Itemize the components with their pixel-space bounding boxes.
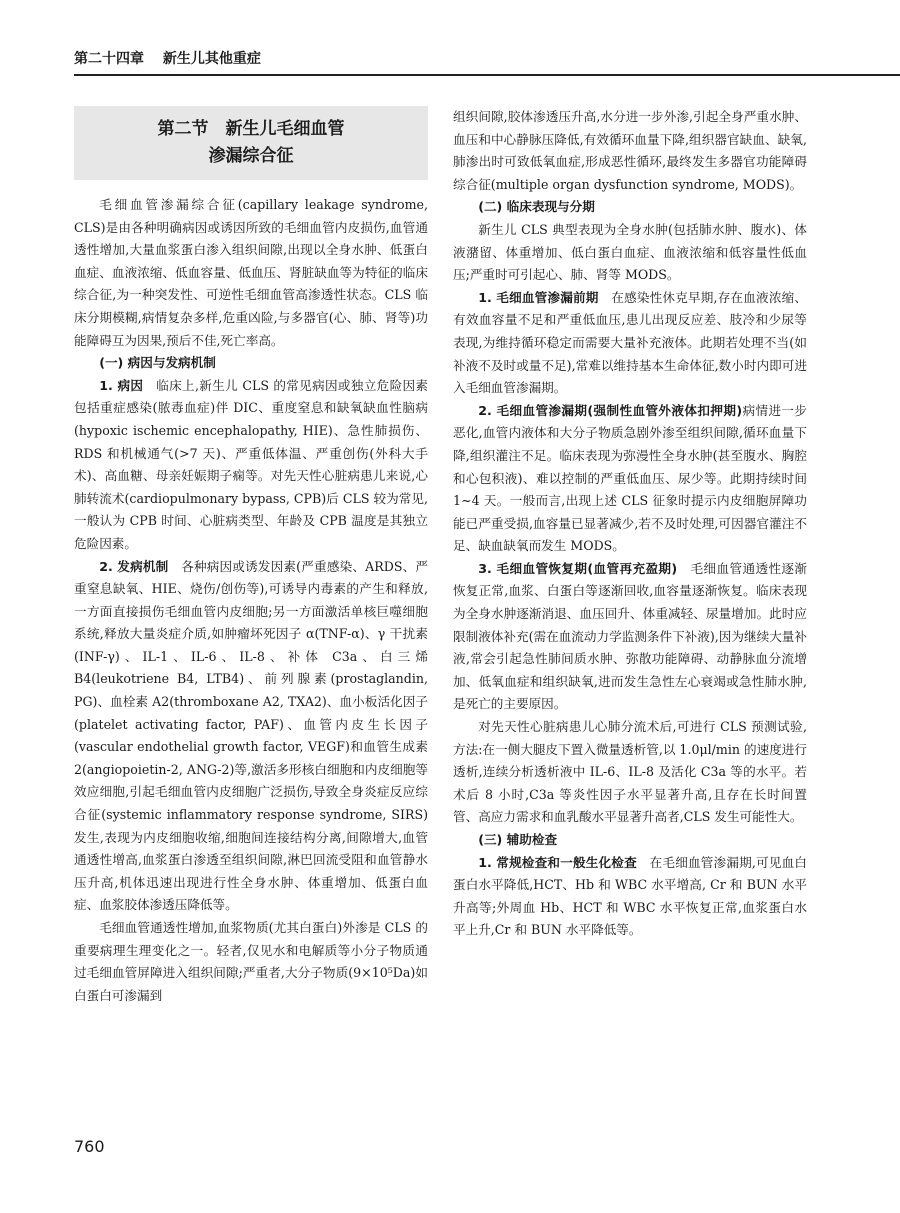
stage3-paragraph: [453, 558, 807, 716]
left-column: [74, 106, 428, 1007]
header-rule: [74, 74, 900, 76]
stage1-paragraph: [453, 287, 807, 400]
intro-paragraph: 毛细血管渗漏综合征(capillary leakage syndrome, CLS)是由各种明确病因或诱因所致的毛细血管内皮损伤,血管通透性增加,大量血浆蛋白渗入组织间隙,出现以全身水肿、低蛋白血症、血液浓缩、低血容量、低血压、肾脏缺血等为特征的临床综合征,为一种突发性、可逆性毛细血管高渗透性状态。CLS 临床分期模糊,病情复杂多样,危重凶险,与多器官(心、肺、肾等)功能障碍互为因果,预后不佳,死亡率高。: [74, 197, 428, 348]
page-number: 760: [74, 1137, 105, 1156]
etiology-text: 临床上,新生儿 CLS 的常见病因或独立危险因素包括重症感染(脓毒血症)伴 DIC、重度窒息和缺氧缺血性脑病(hypoxic ischemic encephalopathy, HIE)、急性肺损伤、RDS 和机械通气(>7 天)、严重低体温、严重创伤(外科大手术)、高血糖、母亲妊娠期子痫等。对先天性心脏病患儿来说,心肺转流术(cardiopulmonary bypass, CPB)后 CLS 较为常见,一般认为 CPB 时间、心脏病类型、年龄及 CPB 温度是其独立危险因素。: [74, 377, 428, 551]
permeability-paragraph: 毛细血管通透性增加,血浆物质(尤其白蛋白)外渗是 CLS 的重要病理生理变化之一。轻者,仅见水和电解质等小分子物质通过毛细血管屏障进入组织间隙;严重者,大分子物质(9×10⁵Da)如白蛋白可渗漏到: [74, 920, 428, 1003]
mechanism-lead: 2. 发病机制: [99, 558, 169, 574]
etiology-lead: 1. 病因: [99, 377, 144, 393]
running-header: [74, 48, 275, 68]
stage2-paragraph: [453, 400, 807, 558]
stage1-lead: 1. 毛细血管渗漏前期: [478, 289, 599, 305]
stage3-lead: 3. 毛细血管恢复期(血管再充盈期): [478, 560, 678, 576]
section-title: [74, 106, 428, 180]
auxiliary-text: 在毛细血管渗漏期,可见血白蛋白水平降低,HCT、Hb 和 WBC 水平增高, Cr 和 BUN 水平升高等;外周血 Hb、HCT 和 WBC 水平恢复正常,血浆蛋白水平上升,Cr 和 BUN 水平降低等。: [453, 854, 807, 938]
heading-auxiliary: (三) 辅助检查: [478, 832, 558, 847]
stage2-text: 病情进一步恶化,血管内液体和大分子物质急剧外渗至组织间隙,循环血量下降,组织灌注不足。临床表现为弥漫性全身水肿(甚至腹水、胸腔和心包积液)、难以控制的严重低血压、尿少等。此期持续时间 1~4 天。一般而言,出现上述 CLS 征象时提示内皮细胞屏障功能已严重受损,血容量已显著减少,若不及时处理,可因器官灌注不足、缺血缺氧而发生 MODS。: [453, 402, 808, 554]
auxiliary-paragraph: [453, 852, 807, 942]
heading-clinical: (二) 临床表现与分期: [478, 199, 595, 215]
mechanism-paragraph: [74, 556, 428, 918]
right-column: [453, 106, 807, 942]
stage3-text: 毛细血管通透性逐渐恢复正常,血浆、白蛋白等逐渐回收,血容量逐渐恢复。临床表现为全身水肿逐渐消退、血压回升、体重减轻、尿量增加。此时应限制液体补充(需在血流动力学监测条件下补液),因为继续大量补液,常会引起急性肺间质水肿、弥散功能障碍、动静脉血分流增加、低氧血症和组织缺氧,进而发生急性左心衰竭或急性肺水肿,是死亡的主要原因。: [453, 560, 807, 712]
mechanism-text: 各种病因或诱发因素(严重感染、ARDS、严重窒息缺氧、HIE、烧伤/创伤等),可诱导内毒素的产生和释放,一方面直接损伤毛细血管内皮细胞;另一方面激活单核巨噬细胞系统,释放大量炎症介质,如肿瘤坏死因子 α(TNF-α)、γ 干扰素(INF-γ)、IL-1、IL-6、IL-8、补体 C3a、白三烯 B4(leukotriene B4, LTB4)、前列腺素(prostaglandin, PG)、血栓素 A2(thromboxane A2, TXA2)、血小板活化因子(platelet activating factor, PAF)、血管内皮生长因子(vascular endothelial growth factor, VEGF)和血管生成素 2(angiopoietin-2, ANG-2)等,激活多形核白细胞和内皮细胞等效应细胞,引起毛细血管内皮细胞广泛损伤,导致全身炎症反应综合征(systemic inflammatory response syndrome, SIRS)发生,表现为内皮细胞收缩,细胞间连接结构分离,间隙增大,血管通透性增高,血浆蛋白渗透至组织间隙,淋巴回流受阻和血管静水压升高,机体迅速出现进行性全身水肿、体重增加、低蛋白血症、血浆胶体渗透压降低等。: [74, 558, 428, 913]
stage1-text: 在感染性休克早期,存在血液浓缩、有效血容量不足和严重低血压,患儿出现反应差、肢冷和少尿等表现,为维持循环稳定而需要大量补充液体。此期若处理不当(如补液不及时或量不足),常难以维持基本生命体征,数小时内即可进入毛细血管渗漏期。: [453, 289, 807, 396]
section-title-line-1: 第二节 新生儿毛细血管: [157, 119, 345, 139]
prediction-test-paragraph: 对先天性心脏病患儿心肺分流术后,可进行 CLS 预测试验,方法:在一侧大腿皮下置入微量透析管,以 1.0μl/min 的速度进行透析,连续分析透析液中 IL-6、IL-8 及活化 C3a 等的水平。若术后 8 小时,C3a 等炎性因子水平显著升高,且存在长时间置管、高应力需求和血乳酸水平显著升高者,CLS 发生可能性大。: [453, 719, 807, 825]
stage2-lead: 2. 毛细血管渗漏期(强制性血管外液体扣押期): [478, 402, 743, 418]
section-title-line-2: 渗漏综合征: [208, 146, 294, 166]
etiology-paragraph: [74, 375, 428, 556]
chapter-number: 第二十四章: [74, 51, 144, 67]
clinical-paragraph: 新生儿 CLS 典型表现为全身水肿(包括肺水肿、腹水)、体液潴留、体重增加、低白蛋白血症、血液浓缩和低容量性低血压;严重时可引起心、肺、肾等 MODS。: [453, 221, 807, 283]
chapter-title: 新生儿其他重症: [162, 51, 261, 67]
auxiliary-lead: 1. 常规检查和一般生化检查: [478, 854, 637, 870]
continued-paragraph: 组织间隙,胶体渗透压升高,水分进一步外渗,引起全身严重水肿、血压和中心静脉压降低,有效循环血量下降,组织器官缺血、缺氧,肺渗出时可致低氧血症,形成恶性循环,最终发生多器官功能障碍综合征(multiple organ dysfunction syndrome, MODS)。: [453, 109, 807, 192]
heading-etiology: (一) 病因与发病机制: [99, 355, 216, 371]
